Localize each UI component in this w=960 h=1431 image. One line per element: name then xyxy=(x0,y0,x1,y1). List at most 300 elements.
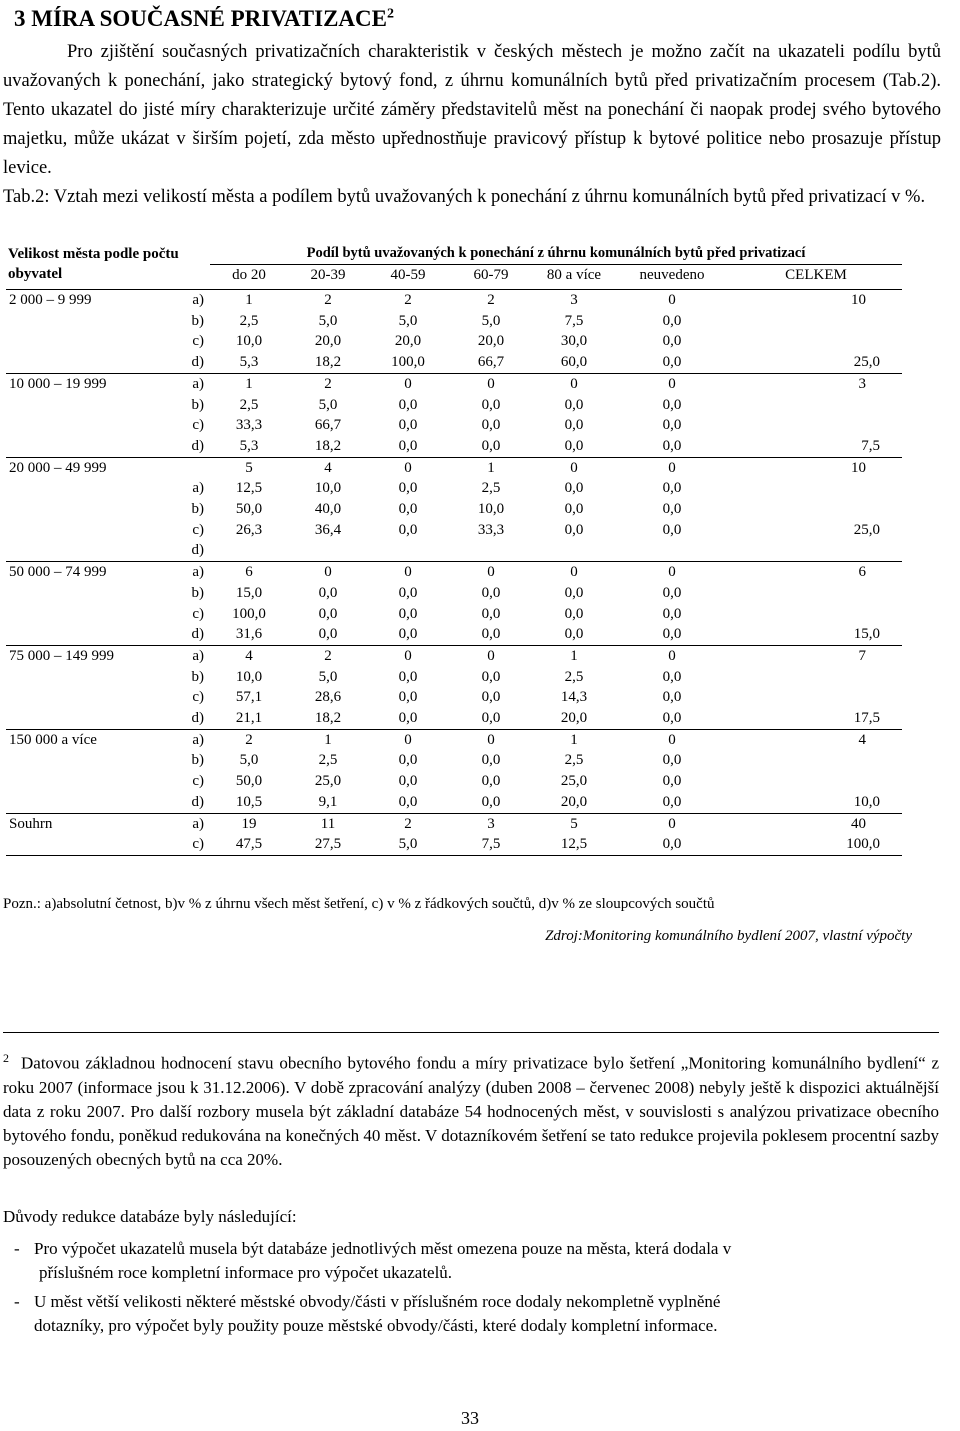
value-cell: 33,3 xyxy=(235,417,263,434)
row-type-label: d) xyxy=(191,626,204,643)
city-size-cell xyxy=(6,624,210,645)
footnote-body: Datovou základnou hodnocení stavu obecního bytového fondu a míry privatizace bylo šetření „Monitoring komunálního bydlení“ z roku 2007 (informace jsou k 31.12.2006). V době zpracování analýzy (duben 2008 – červenec 2008) nebyly ještě k dispozici aktuálnější data z roku 2007. Pro další rozbory musela být základní databáze 54 hodnocených měst, v souvislosti s analýzou privatizace obecního bytového fondu, poněkud redukována na konečných 40 měst. V dotazníkovém šetření se tato redukce projevila poklesem procentní sazby posouzených obecných bytů na cca 20%. xyxy=(3,1053,939,1169)
value-cell: 0,0 xyxy=(398,417,418,434)
row-type-label: a) xyxy=(192,564,204,581)
value-cell: 0,0 xyxy=(481,752,501,769)
table-row xyxy=(6,331,902,352)
value-cell: 0,0 xyxy=(662,689,682,706)
table-row xyxy=(6,604,902,625)
total-cell: 100,0 xyxy=(846,836,880,853)
table-row xyxy=(6,583,902,604)
row-type-label: d) xyxy=(191,542,204,559)
value-cell: 25,0 xyxy=(314,773,342,790)
value-cell: 0,0 xyxy=(662,501,682,518)
value-cell: 0,0 xyxy=(564,501,584,518)
row-type-label: d) xyxy=(191,710,204,727)
row-type-label: b) xyxy=(191,501,204,518)
row-type-label: a) xyxy=(192,647,204,664)
city-size-cell: a) 75 000 – 149 999 xyxy=(6,645,210,666)
value-cell: 50,0 xyxy=(235,501,263,518)
value-cell: 6 xyxy=(210,562,288,583)
row-type-label: b) xyxy=(191,396,204,413)
city-size-cell: a) Souhrn xyxy=(6,813,210,834)
city-size-cell xyxy=(6,540,210,561)
value-cell: 0,0 xyxy=(564,605,584,622)
reason-item: - U měst větší velikosti některé městské obvody/části v příslušném roce dodaly nekompletně vyplněné dotazníky, pro výpočet byly použity pouze městské obvody/části, které dodaly kompletní informace. xyxy=(14,1292,721,1335)
value-cell: 0 xyxy=(448,645,534,666)
section-title: MÍRA SOUČASNÉ PRIVATIZACE xyxy=(31,6,387,31)
table-row xyxy=(6,520,902,541)
value-cell: 2 xyxy=(368,813,448,834)
value-cell: 0 xyxy=(448,373,534,394)
value-cell: 27,5 xyxy=(314,836,342,853)
row-type-label: d) xyxy=(191,793,204,810)
value-cell: 12,5 xyxy=(235,480,263,497)
intro-paragraph: Pro zjištění současných privatizačních charakteristik v českých městech je možno začít na ukazateli podílu bytů uvažovaných k ponechání, jako strategický bytový fond, z úhrnu komunálních bytů před privatizačním procesem (Tab.2). Tento ukazatel do jisté míry charakterizuje určité záměry představitelů měst na ponechání či naopak prodej svého bytového majetku, může ukázat v širším pojetí, zda město upřednostňuje pravicový přístup k bytové politice nebo prosazuje přístup levice. xyxy=(3,42,941,178)
value-cell: 0,0 xyxy=(481,689,501,706)
total-cell xyxy=(730,311,902,332)
value-cell: 18,2 xyxy=(314,437,342,454)
table-group xyxy=(6,457,902,562)
value-cell: 12,5 xyxy=(560,836,588,853)
reason-item: - Pro výpočet ukazatelů musela být databáze jednotlivých měst omezena pouze na města, která dodala v příslušném roce kompletní informace pro výpočet ukazatelů. xyxy=(14,1239,732,1282)
value-cell: 5,0 xyxy=(318,396,338,413)
value-cell: 1 xyxy=(210,290,288,311)
value-cell: 2,5 xyxy=(318,752,338,769)
city-size-cell xyxy=(6,708,210,729)
city-size-cell xyxy=(6,583,210,604)
total-cell xyxy=(730,395,902,416)
value-cell: 2 xyxy=(448,290,534,311)
table-row xyxy=(6,415,902,436)
table-group xyxy=(6,645,902,729)
total-cell xyxy=(730,687,902,708)
value-cell: 2,5 xyxy=(481,480,501,497)
value-cell: 0,0 xyxy=(662,605,682,622)
value-cell: 0,0 xyxy=(398,626,418,643)
value-cell: 1 xyxy=(288,729,368,750)
row-type-label: a) xyxy=(192,292,204,308)
value-cell: 0,0 xyxy=(481,417,501,434)
total-cell: 4 xyxy=(730,729,902,750)
value-cell: 0 xyxy=(368,562,448,583)
total-cell: 10 xyxy=(730,457,902,478)
value-cell: 0 xyxy=(368,457,448,478)
value-cell: 9,1 xyxy=(318,793,338,810)
city-size-cell xyxy=(6,667,210,688)
table-group xyxy=(6,729,902,813)
total-cell xyxy=(730,583,902,604)
value-cell xyxy=(288,540,368,561)
total-cell xyxy=(730,540,902,561)
value-cell: 5 xyxy=(210,457,288,478)
row-type-label: c) xyxy=(192,605,204,622)
value-cell: 30,0 xyxy=(560,333,588,350)
value-cell: 0,0 xyxy=(662,437,682,454)
value-cell xyxy=(210,540,288,561)
table-group xyxy=(6,290,902,374)
value-cell: 0,0 xyxy=(398,689,418,706)
value-cell: 5,3 xyxy=(239,354,259,371)
value-cell: 0 xyxy=(288,562,368,583)
total-cell xyxy=(730,499,902,520)
value-cell: 10,5 xyxy=(235,793,263,810)
value-cell: 0,0 xyxy=(398,437,418,454)
col-header: do 20 xyxy=(232,267,266,283)
city-size-cell xyxy=(6,331,210,352)
city-size-cell xyxy=(6,604,210,625)
row-type-label: b) xyxy=(191,312,204,329)
table-row xyxy=(6,792,902,813)
value-cell: 0,0 xyxy=(662,752,682,769)
total-cell xyxy=(730,478,902,499)
value-cell: 57,1 xyxy=(235,689,263,706)
table-row xyxy=(6,667,902,688)
value-cell: 0,0 xyxy=(662,793,682,810)
total-cell xyxy=(730,771,902,792)
value-cell: 0,0 xyxy=(481,710,501,727)
row-type-label: d) xyxy=(191,354,204,371)
value-cell: 5 xyxy=(534,813,614,834)
value-cell: 0 xyxy=(614,645,730,666)
value-cell: 100,0 xyxy=(232,605,266,622)
city-size-cell: a) 50 000 – 74 999 xyxy=(6,562,210,583)
value-cell: 0 xyxy=(368,729,448,750)
total-cell: 3 xyxy=(730,373,902,394)
value-cell: 19 xyxy=(210,813,288,834)
value-cell xyxy=(448,540,534,561)
footnote-text xyxy=(3,1046,939,1172)
row-type-label: a) xyxy=(192,815,204,832)
city-size-cell xyxy=(6,436,210,457)
value-cell xyxy=(534,540,614,561)
col-header: CELKEM xyxy=(785,267,847,283)
value-cell: 0,0 xyxy=(662,417,682,434)
city-size-cell xyxy=(6,478,210,499)
city-size-cell xyxy=(6,395,210,416)
city-size-cell xyxy=(6,499,210,520)
value-cell: 26,3 xyxy=(235,521,263,538)
table-row xyxy=(6,499,902,520)
table-row xyxy=(6,290,902,311)
value-cell: 0,0 xyxy=(481,626,501,643)
value-cell: 0 xyxy=(368,373,448,394)
value-cell: 21,1 xyxy=(235,710,263,727)
row-type-label: a) xyxy=(192,731,204,748)
value-cell: 5,0 xyxy=(318,312,338,329)
table-row xyxy=(6,540,902,561)
value-cell: 0,0 xyxy=(662,584,682,601)
total-cell: 17,5 xyxy=(853,710,880,727)
col-header: neuvedeno xyxy=(639,267,705,283)
total-cell xyxy=(730,667,902,688)
value-cell: 40,0 xyxy=(314,501,342,518)
value-cell: 0,0 xyxy=(481,437,501,454)
city-size-cell xyxy=(6,415,210,436)
table-row xyxy=(6,395,902,416)
total-cell: 40 xyxy=(730,813,902,834)
row-type-label: d) xyxy=(191,437,204,454)
table-row xyxy=(6,562,902,583)
header-city-size: Velikost města podle počtu obyvatel xyxy=(8,246,179,282)
city-size-cell xyxy=(6,750,210,771)
value-cell: 0 xyxy=(614,373,730,394)
value-cell: 0,0 xyxy=(662,710,682,727)
value-cell: 2 xyxy=(288,290,368,311)
value-cell: 5,3 xyxy=(239,437,259,454)
value-cell: 0,0 xyxy=(398,521,418,538)
value-cell: 0,0 xyxy=(398,480,418,497)
total-cell: 10 xyxy=(730,290,902,311)
value-cell: 3 xyxy=(448,813,534,834)
total-cell xyxy=(730,331,902,352)
value-cell: 0 xyxy=(448,562,534,583)
table-row xyxy=(6,834,902,855)
city-size-cell xyxy=(6,834,210,855)
value-cell: 0,0 xyxy=(662,773,682,790)
value-cell: 4 xyxy=(288,457,368,478)
row-type-label: c) xyxy=(192,773,204,790)
value-cell: 0,0 xyxy=(481,605,501,622)
total-cell xyxy=(730,415,902,436)
value-cell: 0,0 xyxy=(662,668,682,685)
value-cell: 5,0 xyxy=(239,752,259,769)
value-cell: 100,0 xyxy=(391,354,425,371)
value-cell: 10,0 xyxy=(235,333,263,350)
value-cell: 5,0 xyxy=(398,836,418,853)
value-cell: 0 xyxy=(534,457,614,478)
row-type-label: c) xyxy=(192,521,204,538)
total-cell: 25,0 xyxy=(853,354,880,371)
total-cell: 7 xyxy=(730,645,902,666)
header-share-group: Podíl bytů uvažovaných k ponechání z úhrnu komunálních bytů před privatizací xyxy=(210,243,902,265)
value-cell: 20,0 xyxy=(560,793,588,810)
value-cell: 0,0 xyxy=(398,668,418,685)
value-cell: 0,0 xyxy=(564,437,584,454)
city-size-cell: a) 2 000 – 9 999 xyxy=(6,290,210,311)
row-type-label: a) xyxy=(192,480,204,497)
value-cell: 10,0 xyxy=(235,668,263,685)
value-cell: 0,0 xyxy=(398,710,418,727)
table-row xyxy=(6,645,902,666)
table-caption: Tab.2: Vztah mezi velikostí města a podílem bytů uvažovaných k ponechání z úhrnu komunálních bytů před privatizací v %. xyxy=(3,187,926,207)
value-cell: 2,5 xyxy=(239,396,259,413)
city-size-cell xyxy=(6,520,210,541)
table-row xyxy=(6,729,902,750)
col-header: 80 a více xyxy=(546,267,602,283)
value-cell: 1 xyxy=(210,373,288,394)
total-cell: 6 xyxy=(730,562,902,583)
value-cell: 10,0 xyxy=(314,480,342,497)
col-header: 40-59 xyxy=(390,267,426,283)
value-cell: 60,0 xyxy=(560,354,588,371)
value-cell: 0,0 xyxy=(481,584,501,601)
city-size-cell xyxy=(6,792,210,813)
total-cell: 7,5 xyxy=(861,437,880,454)
city-size-cell xyxy=(6,771,210,792)
value-cell: 28,6 xyxy=(314,689,342,706)
value-cell: 1 xyxy=(534,729,614,750)
row-type-label: c) xyxy=(192,689,204,706)
value-cell: 0,0 xyxy=(564,396,584,413)
value-cell: 2,5 xyxy=(564,752,584,769)
value-cell: 66,7 xyxy=(477,354,505,371)
value-cell: 0,0 xyxy=(398,752,418,769)
value-cell: 0,0 xyxy=(398,584,418,601)
table-row xyxy=(6,813,902,834)
value-cell xyxy=(368,540,448,561)
value-cell: 31,6 xyxy=(235,626,263,643)
value-cell: 5,0 xyxy=(481,312,501,329)
value-cell: 20,0 xyxy=(560,710,588,727)
value-cell: 0 xyxy=(534,373,614,394)
value-cell: 18,2 xyxy=(314,354,342,371)
row-type-label: c) xyxy=(192,417,204,434)
value-cell: 0,0 xyxy=(481,793,501,810)
row-type-label: b) xyxy=(191,752,204,769)
value-cell: 18,2 xyxy=(314,710,342,727)
value-cell: 66,7 xyxy=(314,417,342,434)
value-cell: 20,0 xyxy=(394,333,422,350)
table-row xyxy=(6,352,902,373)
value-cell: 0,0 xyxy=(481,773,501,790)
value-cell: 0,0 xyxy=(318,584,338,601)
value-cell: 4 xyxy=(210,645,288,666)
table-row xyxy=(6,624,902,645)
value-cell: 0,0 xyxy=(662,396,682,413)
value-cell: 0 xyxy=(448,729,534,750)
reasons-title: Důvody redukce databáze byly následující: xyxy=(3,1207,297,1226)
value-cell: 0,0 xyxy=(662,354,682,371)
table-row xyxy=(6,687,902,708)
data-table xyxy=(6,243,902,856)
value-cell: 33,3 xyxy=(477,521,505,538)
value-cell: 3 xyxy=(534,290,614,311)
table-row xyxy=(6,750,902,771)
value-cell: 0,0 xyxy=(662,626,682,643)
value-cell: 0,0 xyxy=(564,521,584,538)
value-cell: 36,4 xyxy=(314,521,342,538)
value-cell: 0,0 xyxy=(481,396,501,413)
value-cell: 7,5 xyxy=(481,836,501,853)
value-cell: 0,0 xyxy=(481,668,501,685)
value-cell: 0,0 xyxy=(398,396,418,413)
value-cell: 50,0 xyxy=(235,773,263,790)
value-cell: 0,0 xyxy=(564,584,584,601)
table-row xyxy=(6,708,902,729)
total-cell xyxy=(730,604,902,625)
value-cell: 14,3 xyxy=(560,689,588,706)
value-cell xyxy=(614,540,730,561)
value-cell: 0,0 xyxy=(318,626,338,643)
value-cell: 25,0 xyxy=(560,773,588,790)
city-size-cell xyxy=(6,687,210,708)
value-cell: 2 xyxy=(368,290,448,311)
value-cell: 15,0 xyxy=(235,584,263,601)
value-cell: 0 xyxy=(614,457,730,478)
value-cell: 0 xyxy=(614,813,730,834)
city-size-cell: a) 10 000 – 19 999 xyxy=(6,373,210,394)
value-cell: 10,0 xyxy=(477,501,505,518)
city-size-cell: 20 000 – 49 999 xyxy=(6,457,210,478)
section-heading xyxy=(14,6,394,32)
value-cell: 7,5 xyxy=(564,312,584,329)
city-size-cell xyxy=(6,311,210,332)
value-cell: 0,0 xyxy=(662,836,682,853)
value-cell: 2 xyxy=(210,729,288,750)
total-cell: 10,0 xyxy=(853,793,880,810)
table-group xyxy=(6,813,902,855)
col-header: 20-39 xyxy=(310,267,346,283)
table-row xyxy=(6,373,902,394)
value-cell: 0,0 xyxy=(662,333,682,350)
value-cell: 20,0 xyxy=(477,333,505,350)
total-cell: 15,0 xyxy=(853,626,880,643)
value-cell: 0,0 xyxy=(398,773,418,790)
value-cell: 0,0 xyxy=(662,521,682,538)
value-cell: 11 xyxy=(288,813,368,834)
value-cell: 5,0 xyxy=(398,312,418,329)
value-cell: 0 xyxy=(368,645,448,666)
table-row xyxy=(6,311,902,332)
table-group xyxy=(6,562,902,646)
value-cell: 2 xyxy=(288,645,368,666)
value-cell: 2 xyxy=(288,373,368,394)
city-size-cell: a) 150 000 a více xyxy=(6,729,210,750)
table-row xyxy=(6,436,902,457)
value-cell: 0,0 xyxy=(564,480,584,497)
value-cell: 0 xyxy=(534,562,614,583)
row-type-label: c) xyxy=(192,836,204,853)
page-number: 33 xyxy=(461,1408,479,1428)
table-row xyxy=(6,478,902,499)
value-cell: 0 xyxy=(614,562,730,583)
table-source: Zdroj:Monitoring komunálního bydlení 2007, vlastní výpočty xyxy=(545,928,912,944)
total-cell: 25,0 xyxy=(853,521,880,538)
value-cell: 0 xyxy=(614,290,730,311)
total-cell xyxy=(730,750,902,771)
city-size-cell xyxy=(6,352,210,373)
value-cell: 0,0 xyxy=(564,417,584,434)
value-cell: 47,5 xyxy=(235,836,263,853)
footnote-ref: 2 xyxy=(386,6,394,22)
value-cell: 0,0 xyxy=(318,605,338,622)
value-cell: 0,0 xyxy=(662,312,682,329)
footnote-number: 2 xyxy=(3,1051,9,1065)
row-type-label: c) xyxy=(192,333,204,350)
value-cell: 5,0 xyxy=(318,668,338,685)
col-header: 60-79 xyxy=(473,267,509,283)
row-type-label: a) xyxy=(192,375,204,392)
value-cell: 0,0 xyxy=(662,480,682,497)
table-row xyxy=(6,457,902,478)
section-number: 3 xyxy=(14,6,26,31)
row-type-label: b) xyxy=(191,668,204,685)
value-cell: 0,0 xyxy=(398,501,418,518)
value-cell: 0 xyxy=(614,729,730,750)
table-group xyxy=(6,373,902,457)
value-cell: 0,0 xyxy=(564,626,584,643)
table-row xyxy=(6,771,902,792)
row-type-label: b) xyxy=(191,584,204,601)
value-cell: 1 xyxy=(448,457,534,478)
value-cell: 20,0 xyxy=(314,333,342,350)
value-cell: 2,5 xyxy=(239,312,259,329)
value-cell: 2,5 xyxy=(564,668,584,685)
table-note: Pozn.: a)absolutní četnost, b)v % z úhrnu všech měst šetření, c) v % z řádkových součtů, d)v % ze sloupcových součtů xyxy=(3,896,715,912)
footnote-divider xyxy=(3,1032,939,1033)
value-cell: 0,0 xyxy=(398,793,418,810)
